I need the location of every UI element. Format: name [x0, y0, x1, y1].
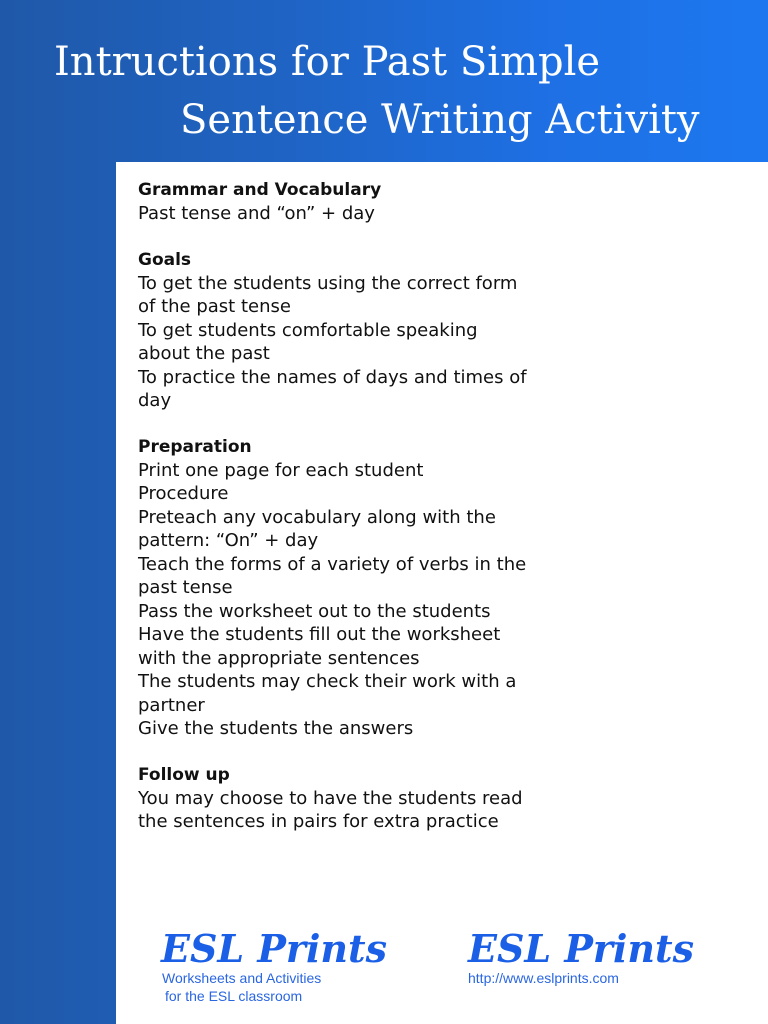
- section-line: of the past tense: [138, 296, 291, 317]
- section: [138, 435, 758, 741]
- section-line: with the appropriate sentences: [138, 647, 420, 669]
- section-line: about the past: [138, 343, 270, 364]
- instructions-content: [138, 178, 758, 856]
- section-line: To get students comfortable speaking: [138, 319, 478, 341]
- section-line: Pass the worksheet out to the students: [138, 600, 491, 622]
- page-title-line-1: Intructions for Past Simple: [54, 39, 601, 85]
- section-line: You may choose to have the students read: [138, 787, 523, 809]
- brand-name: ESL Prints: [161, 926, 387, 971]
- section-line: day: [138, 390, 172, 411]
- section-line: Have the students fill out the worksheet: [138, 624, 501, 645]
- section-line: To practice the names of days and times of: [138, 366, 527, 388]
- section: [138, 248, 758, 413]
- section-line: Teach the forms of a variety of verbs in the: [138, 553, 527, 575]
- website-url[interactable]: http://www.eslprints.com: [468, 970, 619, 986]
- section-line: partner: [138, 694, 205, 716]
- section-line: Preteach any vocabulary along with the: [138, 506, 496, 528]
- section-line: To get the students using the correct form: [138, 272, 518, 294]
- section-line: the sentences in pairs for extra practice: [138, 811, 499, 832]
- section-line: Procedure: [138, 483, 229, 504]
- section-heading: Grammar and Vocabulary: [138, 180, 382, 200]
- page-title-line-2: Sentence Writing Activity: [180, 97, 700, 143]
- esl-prints-logo-left: [161, 926, 387, 1005]
- brand-name: ESL Prints: [468, 926, 694, 971]
- esl-prints-logo-right: [468, 926, 694, 987]
- section-heading: Goals: [138, 249, 192, 270]
- section-heading: Preparation: [138, 436, 252, 457]
- section-line: Give the students the answers: [138, 718, 414, 739]
- section: [138, 763, 758, 834]
- brand-tagline-1: Worksheets and Activities: [162, 970, 322, 986]
- section-line: past tense: [138, 577, 233, 598]
- section-line: Past tense and “on” + day: [138, 203, 375, 224]
- section: [138, 178, 758, 226]
- section-line: Print one page for each student: [138, 459, 424, 481]
- content-panel: [116, 162, 768, 1024]
- section-line: pattern: “On” + day: [138, 530, 319, 551]
- brand-tagline-2: for the ESL classroom: [165, 988, 303, 1004]
- section-heading: Follow up: [138, 764, 230, 785]
- section-line: The students may check their work with a: [138, 671, 517, 692]
